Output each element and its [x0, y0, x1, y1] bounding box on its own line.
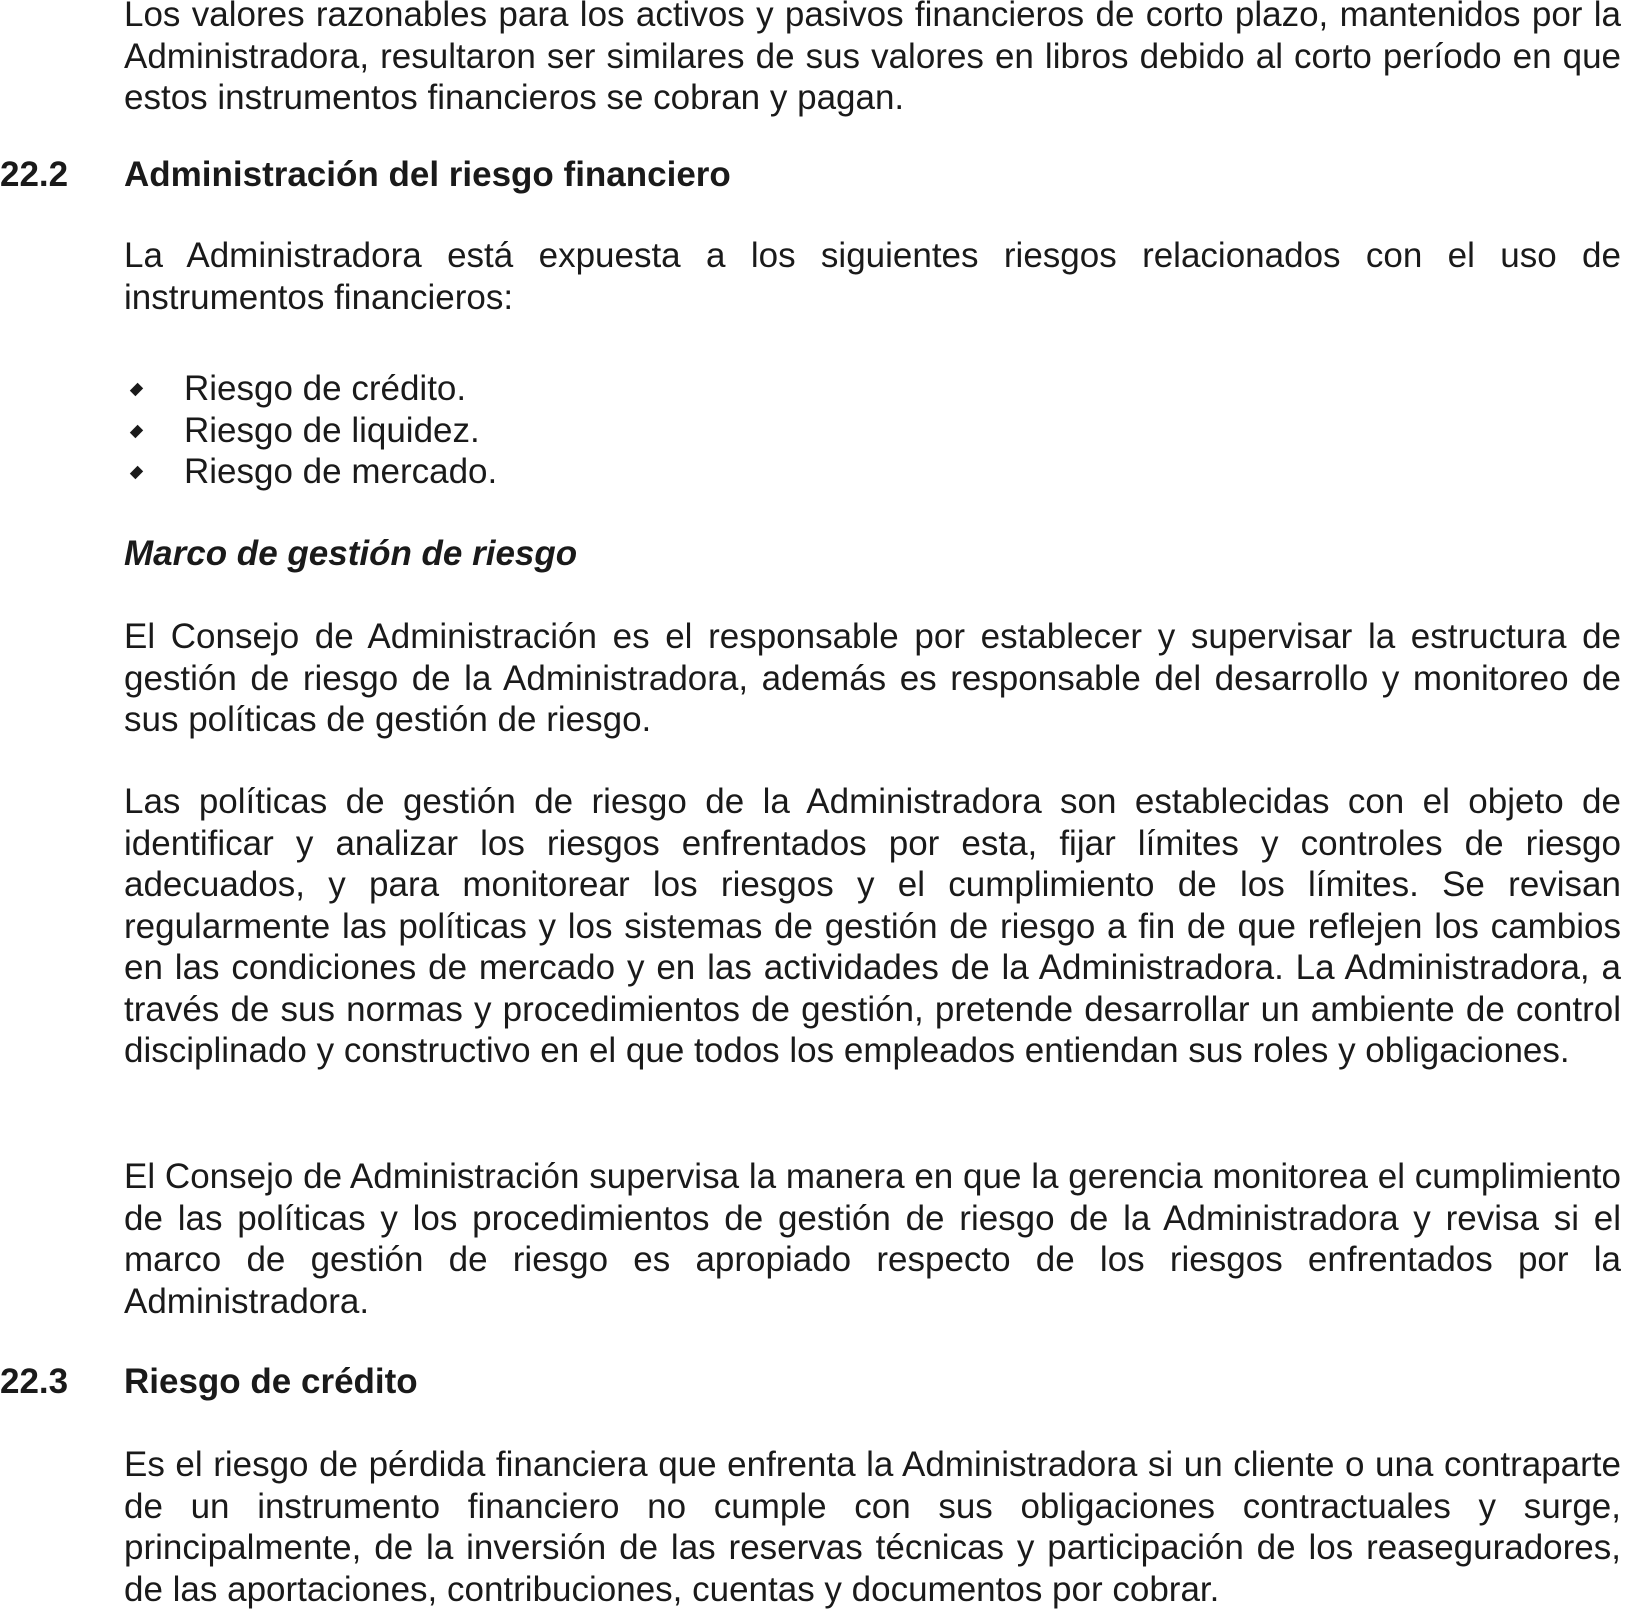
section-title: Administración del riesgo financiero [124, 155, 731, 194]
paragraph-fair-value: Los valores razonables para los activos y pasivos financieros de corto plazo, mantenidos por la Administradora, resultaron ser similares de sus valores en libros debido al corto período en que estos instrumentos financieros se cobran y pagan. [124, 0, 1621, 117]
paragraph-risk-policies: Las políticas de gestión de riesgo de la Administradora son establecidas con el objeto de identificar y analizar los riesgos enfrentados por esta, fijar límites y controles de riesgo adecuados, y para monitorear los riesgos y el cumplimiento de los límites. Se revisan regularmente las políticas y los sistemas de gestión de riesgo a fin de que reflejen los cambios en las condiciones de mercado y en las actividades de la Administradora. La Administradora, a través de sus normas y procedimientos de gestión, pretende desarrollar un ambiente de control disciplinado y constructivo en el que todos los empleados entiendan sus roles y obligaciones. [124, 782, 1621, 1070]
section-heading-22-3 [0, 1361, 1621, 1403]
diamond-bullet-icon [130, 383, 143, 396]
paragraph-credit-risk: Es el riesgo de pérdida financiera que enfrenta la Administradora si un cliente o una contraparte de un instrumento financiero no cumple con sus obligaciones contractuales y surge, principalmente, de la inversión de las reservas técnicas y participación de los reaseguradores, de las aportaciones, contribuciones, cuentas y documentos por cobrar. [124, 1445, 1621, 1609]
list-item: Riesgo de crédito. [124, 368, 497, 410]
risk-list [124, 368, 497, 493]
paragraph-risk-intro: La Administradora está expuesta a los siguientes riesgos relacionados con el uso de instrumentos financieros: [124, 236, 1621, 317]
list-item: Riesgo de liquidez. [124, 410, 497, 452]
diamond-bullet-icon [130, 424, 143, 437]
section-number: 22.2 [0, 155, 69, 194]
subheading-risk-framework: Marco de gestión de riesgo [124, 534, 578, 573]
paragraph-board-responsibility: El Consejo de Administración es el responsable por establecer y supervisar la estructura de gestión de riesgo de la Administradora, además es responsable del desarrollo y monitoreo de sus políticas de gestión de riesgo. [124, 617, 1621, 739]
list-item: Riesgo de mercado. [124, 451, 497, 493]
section-heading-22-2 [0, 154, 1621, 196]
section-title: Riesgo de crédito [124, 1362, 418, 1401]
diamond-bullet-icon [130, 466, 143, 479]
section-number: 22.3 [0, 1362, 69, 1401]
paragraph-board-supervision: El Consejo de Administración supervisa la manera en que la gerencia monitorea el cumplimiento de las políticas y los procedimientos de gestión de riesgo de la Administradora y revisa si el marco de gestión de riesgo es apropiado respecto de los riesgos enfrentados por la Administradora. [124, 1157, 1621, 1321]
